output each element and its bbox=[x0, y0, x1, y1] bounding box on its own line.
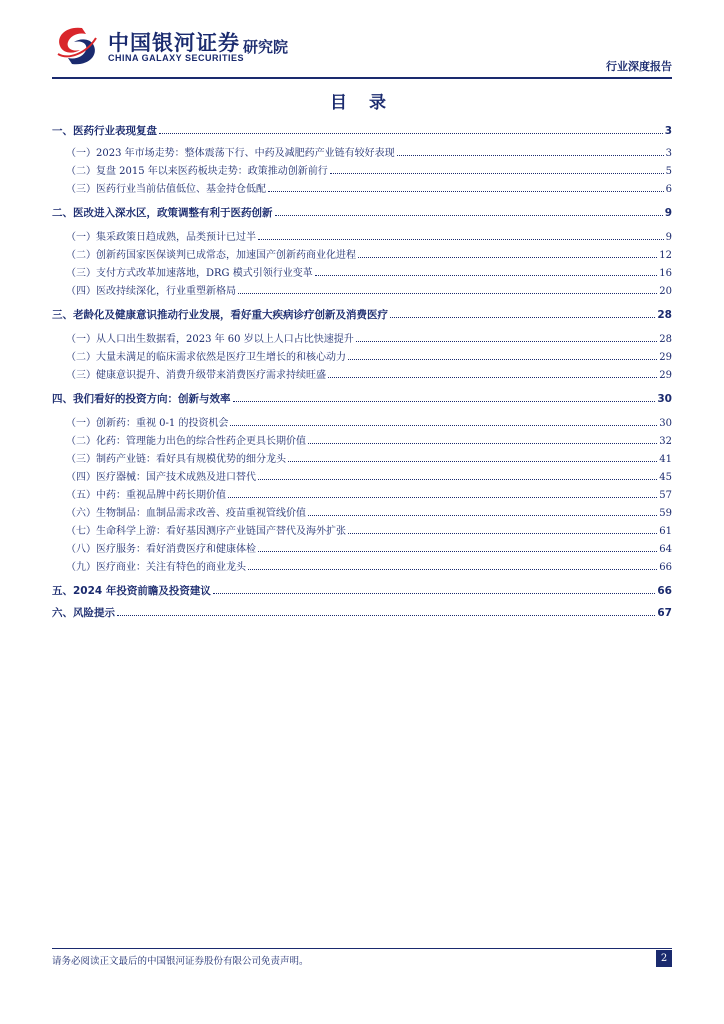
toc-entry-page: 29 bbox=[659, 352, 672, 363]
toc-subsection-link[interactable] bbox=[66, 366, 672, 382]
toc-entry-page: 32 bbox=[659, 436, 672, 447]
toc-entry-page: 6 bbox=[665, 184, 672, 195]
brand-name-cn: 中国银河证券 bbox=[108, 31, 240, 55]
toc-leader-dots bbox=[390, 306, 655, 318]
toc-leader-dots bbox=[288, 450, 657, 462]
toc-entry-page: 20 bbox=[659, 286, 672, 297]
toc-entry-title: （一）集采政策日趋成熟，品类预计已过半 bbox=[66, 232, 256, 243]
toc-subsection-link[interactable] bbox=[66, 330, 672, 346]
toc-subsection-link[interactable] bbox=[66, 522, 672, 538]
toc-leader-dots bbox=[238, 282, 657, 294]
page-header bbox=[0, 0, 724, 80]
toc-subsection-link[interactable] bbox=[66, 468, 672, 484]
toc-entry-title: 四、我们看好的投资方向：创新与效率 bbox=[52, 393, 231, 405]
toc-entry-title: （二）大量未满足的临床需求依然是医疗卫生增长的和核心动力 bbox=[66, 352, 346, 363]
toc-entry-title: （三）制药产业链：看好具有规模优势的细分龙头 bbox=[66, 454, 286, 465]
toc-leader-dots bbox=[248, 558, 657, 570]
toc-entry-page: 28 bbox=[657, 309, 672, 321]
toc-subsection-link[interactable] bbox=[66, 348, 672, 364]
toc-entry-title: 一、医药行业表现复盘 bbox=[52, 125, 157, 137]
footer-disclaimer: 请务必阅读正文最后的中国银河证券股份有限公司免责声明。 bbox=[52, 956, 309, 967]
toc-section-link[interactable] bbox=[52, 306, 672, 322]
toc-leader-dots bbox=[308, 504, 657, 516]
toc-entry-title: （一）从人口出生数据看，2023 年 60 岁以上人口占比快速提升 bbox=[66, 334, 354, 345]
toc-title: 目 录 bbox=[330, 93, 394, 113]
toc-entry-title: （三）健康意识提升、消费升级带来消费医疗需求持续旺盛 bbox=[66, 370, 326, 381]
toc-subsection-link[interactable] bbox=[66, 282, 672, 298]
toc-entry-page: 66 bbox=[659, 562, 672, 573]
toc-entry-page: 28 bbox=[659, 334, 672, 345]
toc-entry-title: （八）医疗服务：看好消费医疗和健康体检 bbox=[66, 544, 256, 555]
toc-entry-page: 29 bbox=[659, 370, 672, 381]
toc-entry-page: 5 bbox=[665, 166, 672, 177]
toc-entry-title: （二）创新药国家医保谈判已成常态，加速国产创新药商业化进程 bbox=[66, 250, 356, 261]
toc-subsection-link[interactable] bbox=[66, 246, 672, 262]
toc-subsection-link[interactable] bbox=[66, 264, 672, 280]
toc-leader-dots bbox=[328, 366, 657, 378]
toc-subsection-link[interactable] bbox=[66, 180, 672, 196]
toc-leader-dots bbox=[275, 204, 663, 216]
toc-leader-dots bbox=[258, 228, 664, 240]
toc-subsection-link[interactable] bbox=[66, 558, 672, 574]
toc-section-link[interactable] bbox=[52, 122, 672, 138]
toc-leader-dots bbox=[348, 522, 657, 534]
toc-entry-page: 30 bbox=[657, 393, 672, 405]
toc-entry-page: 9 bbox=[665, 232, 672, 243]
toc-section-link[interactable] bbox=[52, 204, 672, 220]
toc-entry-page: 57 bbox=[659, 490, 672, 501]
toc-section-link[interactable] bbox=[52, 582, 672, 598]
toc-entry-title: 五、2024 年投资前瞻及投资建议 bbox=[52, 585, 211, 597]
toc-subsection-link[interactable] bbox=[66, 450, 672, 466]
toc-subsection-link[interactable] bbox=[66, 414, 672, 430]
toc-entry-title: （二）复盘 2015 年以来医药板块走势：政策推动创新前行 bbox=[66, 166, 328, 177]
institute-label: 研究院 bbox=[243, 38, 289, 56]
galaxy-logo-icon bbox=[52, 24, 102, 68]
toc-entry-title: （六）生物制品：血制品需求改善、疫苗重视管线价值 bbox=[66, 508, 306, 519]
brand-name-en: CHINA GALAXY SECURITIES bbox=[108, 53, 245, 63]
toc-entry-page: 16 bbox=[659, 268, 672, 279]
toc-entry-title: 六、风险提示 bbox=[52, 607, 115, 619]
toc-entry-page: 9 bbox=[664, 207, 672, 219]
toc-entry-title: （四）医疗器械：国产技术成熟及进口替代 bbox=[66, 472, 256, 483]
toc-leader-dots bbox=[258, 468, 657, 480]
toc-leader-dots bbox=[330, 162, 664, 174]
toc-subsection-link[interactable] bbox=[66, 540, 672, 556]
toc-entry-page: 59 bbox=[659, 508, 672, 519]
header-divider bbox=[52, 77, 672, 79]
toc-leader-dots bbox=[358, 246, 657, 258]
toc-subsection-link[interactable] bbox=[66, 486, 672, 502]
toc-subsection-link[interactable] bbox=[66, 162, 672, 178]
toc-section-link[interactable] bbox=[52, 604, 672, 620]
toc-entry-title: （一）创新药：重视 0-1 的投资机会 bbox=[66, 418, 229, 429]
toc-entry-page: 12 bbox=[659, 250, 672, 261]
footer-divider bbox=[52, 948, 672, 949]
toc-leader-dots bbox=[315, 264, 658, 276]
toc-entry-page: 3 bbox=[664, 125, 672, 137]
toc-entry-title: （二）化药：管理能力出色的综合性药企更具长期价值 bbox=[66, 436, 306, 447]
toc-section-link[interactable] bbox=[52, 390, 672, 406]
toc-entry-title: （三）支付方式改革加速落地，DRG 模式引领行业变革 bbox=[66, 268, 313, 279]
toc-entry-title: （九）医疗商业：关注有特色的商业龙头 bbox=[66, 562, 246, 573]
toc-entry-title: （五）中药：重视品牌中药长期价值 bbox=[66, 490, 226, 501]
toc-entry-page: 30 bbox=[659, 418, 672, 429]
toc-leader-dots bbox=[356, 330, 658, 342]
toc-leader-dots bbox=[233, 390, 656, 402]
report-type-label: 行业深度报告 bbox=[606, 60, 672, 73]
toc-leader-dots bbox=[228, 486, 657, 498]
toc-subsection-link[interactable] bbox=[66, 144, 672, 160]
toc-entry-title: 二、医改进入深水区，政策调整有利于医药创新 bbox=[52, 207, 273, 219]
toc-entry-page: 45 bbox=[659, 472, 672, 483]
toc-entry-page: 41 bbox=[659, 454, 672, 465]
toc-entry-page: 61 bbox=[659, 526, 672, 537]
toc-entry-title: （三）医药行业当前估值低位、基金持仓低配 bbox=[66, 184, 266, 195]
toc-entry-title: （一）2023 年市场走势：整体震荡下行、中药及减肥药产业链有较好表现 bbox=[66, 148, 395, 159]
toc-leader-dots bbox=[213, 582, 655, 594]
toc-leader-dots bbox=[397, 144, 664, 156]
page-number: 2 bbox=[656, 950, 672, 967]
toc-entry-title: （七）生命科学上游：看好基因测序产业链国产替代及海外扩张 bbox=[66, 526, 346, 537]
toc-leader-dots bbox=[268, 180, 664, 192]
toc-leader-dots bbox=[117, 604, 655, 616]
toc-entry-title: 三、老龄化及健康意识推动行业发展，看好重大疾病诊疗创新及消费医疗 bbox=[52, 309, 388, 321]
toc-entry-page: 64 bbox=[659, 544, 672, 555]
toc-entry-page: 66 bbox=[657, 585, 672, 597]
toc-leader-dots bbox=[159, 122, 663, 134]
toc-leader-dots bbox=[348, 348, 657, 360]
toc-subsection-link[interactable] bbox=[66, 432, 672, 448]
toc-entry-title: （四）医改持续深化，行业重塑新格局 bbox=[66, 286, 236, 297]
toc-subsection-link[interactable] bbox=[66, 504, 672, 520]
toc-leader-dots bbox=[308, 432, 657, 444]
toc-leader-dots bbox=[230, 414, 657, 426]
toc-subsection-link[interactable] bbox=[66, 228, 672, 244]
toc-entry-page: 3 bbox=[665, 148, 672, 159]
toc-entry-page: 67 bbox=[657, 607, 672, 619]
toc-leader-dots bbox=[258, 540, 657, 552]
